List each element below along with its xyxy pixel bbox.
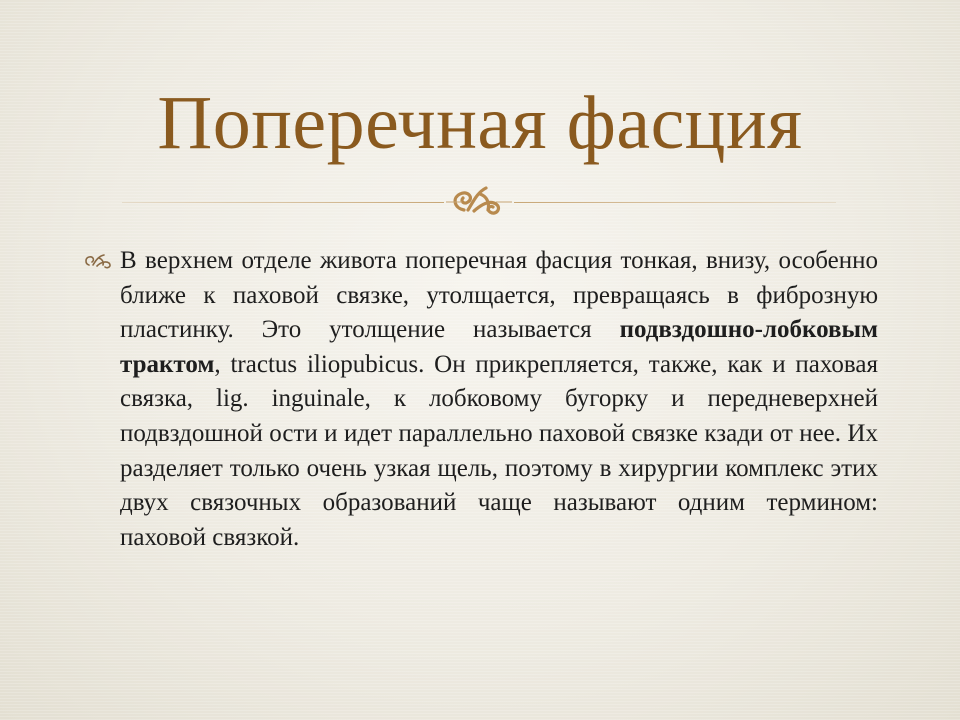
title-divider xyxy=(122,180,836,220)
paragraph-bold-term: подвздошно-лобковым трактом xyxy=(120,316,878,378)
body-paragraph xyxy=(120,244,878,555)
divider-line-right xyxy=(514,202,836,203)
slide-title: Поперечная фасция xyxy=(157,81,803,165)
list-item xyxy=(84,244,878,555)
paragraph-text-part2: , tractus iliopubicus. Он прикрепляется, также, как и паховая связка, lig. inguinale, к лобковому бугорку и передневерхней подвздошной ости и идет параллельно паховой связке кзади от нее. Их разделяет только очень узкая щель, поэтому в хирургии комплекс этих двух связочных образований чаще называют одним термином: паховой связкой. xyxy=(120,350,878,551)
paragraph-text-part1: В верхнем отделе живота поперечная фасция тонкая, внизу, особенно ближе к паховой связке, утолщается, превращаясь в фиброзную пластинку. Это утолщение называется xyxy=(120,247,878,344)
content-area xyxy=(84,244,878,555)
divider-line-left xyxy=(122,202,444,203)
floral-bullet-icon xyxy=(84,250,114,270)
floral-ornament-icon xyxy=(444,180,514,220)
